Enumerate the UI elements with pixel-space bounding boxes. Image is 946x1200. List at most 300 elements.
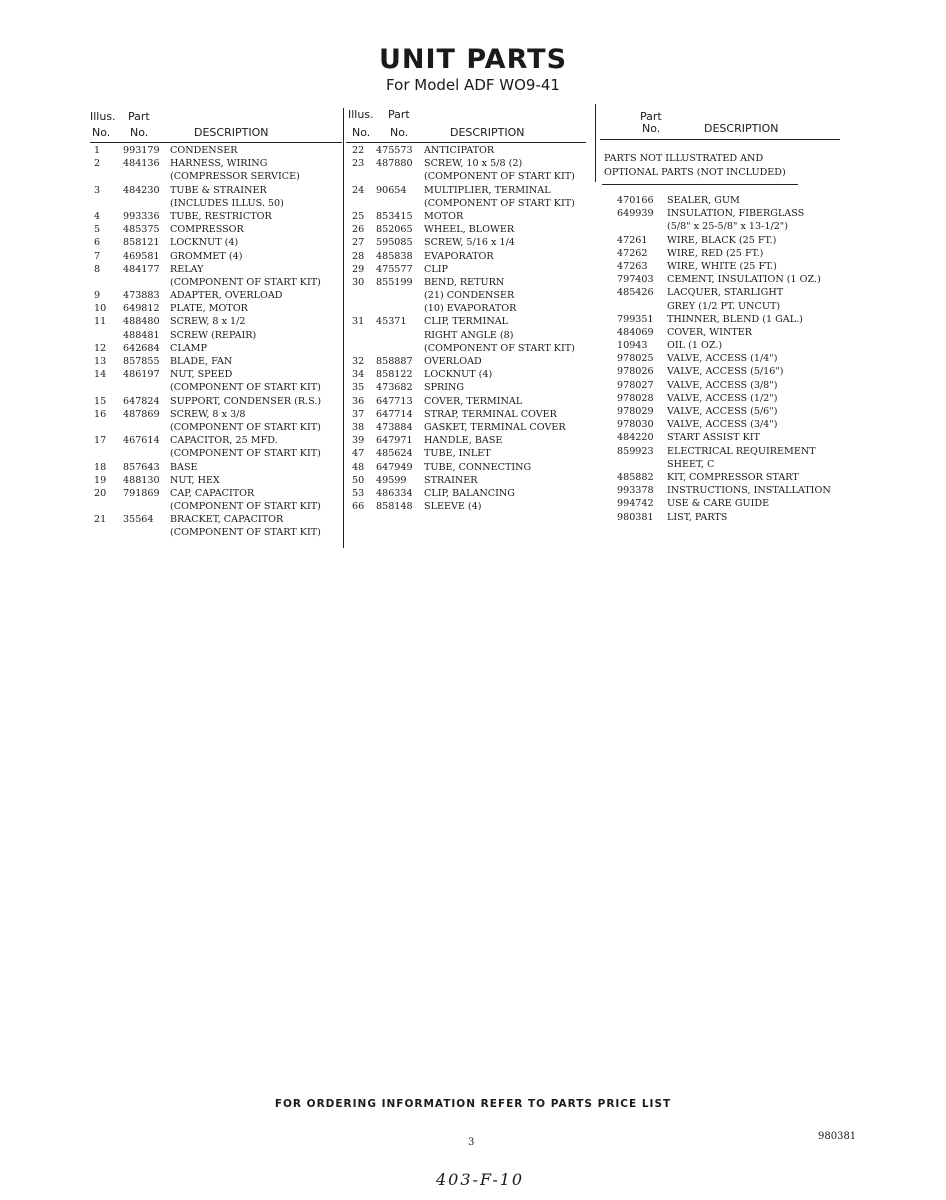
part-description: TUBE & STRAINER [170,184,267,196]
illus-number: 34 [352,369,365,381]
part-number: 484136 [123,158,160,170]
illus-number: 20 [94,487,107,499]
part-description: USE & CARE GUIDE [667,498,770,510]
table-row [90,355,342,368]
table-row [90,197,342,210]
header-rule [90,142,342,143]
part-number: 484069 [617,326,654,338]
table-row [90,315,342,328]
table-row [346,223,586,236]
part-number: 484230 [123,184,160,196]
illus-number: 38 [352,421,365,433]
table-row [90,223,342,236]
illus-number: 16 [94,408,107,420]
part-description: CAPACITOR, 25 MFD. [170,435,278,447]
table-row [90,395,342,408]
table-row [90,184,342,197]
table-row [346,447,586,460]
parts-list-2 [346,144,586,513]
table-row [346,355,586,368]
part-number: 485882 [617,471,654,483]
part-description: (COMPONENT OF START KIT) [424,197,575,209]
part-number: 993336 [123,210,160,222]
table-row [346,368,586,381]
part-number: 49599 [376,474,407,486]
part-description: MULTIPLIER, TERMINAL [424,184,551,196]
table-row [90,170,342,183]
part-description: CLIP [424,263,448,275]
table-row [346,144,586,157]
part-number: 853415 [376,210,413,222]
part-number: 484220 [617,432,654,444]
part-description: COMPRESSOR [170,224,244,236]
parts-column-2 [346,108,586,513]
illus-number: 3 [94,184,101,196]
table-row [90,342,342,355]
illus-number: 28 [352,250,365,262]
part-description: (COMPONENT OF START KIT) [170,382,321,394]
part-description: SUPPORT, CONDENSER (R.S.) [170,395,322,407]
part-number: 978027 [617,379,654,391]
illus-number: 14 [94,369,107,381]
part-number: 980381 [617,511,654,523]
table-row [346,421,586,434]
table-row [346,236,586,249]
table-row [90,513,342,526]
part-description: THINNER, BLEND (1 GAL.) [667,313,803,325]
table-row [600,260,850,273]
table-row [600,484,850,497]
part-description: INSULATION, FIBERGLASS [667,208,805,220]
illus-no-header: No. [352,126,371,139]
illus-number: 15 [94,395,107,407]
table-row [90,500,342,513]
illus-number: 9 [94,290,101,302]
part-description: LOCKNUT (4) [170,237,239,249]
optional-parts-heading: OPTIONAL PARTS (NOT INCLUDED) [604,167,786,178]
table-row [600,339,850,352]
part-description: ADAPTER, OVERLOAD [170,290,283,302]
table-row [600,511,850,524]
part-number: 993378 [617,485,654,497]
description-header: DESCRIPTION [704,122,779,135]
part-description: (COMPONENT OF START KIT) [170,421,321,433]
table-row [90,434,342,447]
illus-header: Illus. [348,108,374,121]
header-rule [600,139,840,140]
table-row [90,250,342,263]
table-row [600,207,850,220]
part-description: (COMPONENT OF START KIT) [170,527,321,539]
part-description: VALVE, ACCESS (3/8") [667,379,778,391]
table-row [600,326,850,339]
part-description: VALVE, ACCESS (5/6") [667,406,778,417]
table-row [346,263,586,276]
illus-number: 12 [94,342,107,354]
optional-parts-heading: PARTS NOT ILLUSTRATED AND [604,153,764,164]
part-description: VALVE, ACCESS (3/4") [667,419,778,431]
table-row [90,368,342,381]
illus-number: 27 [352,237,365,249]
part-description: NUT, SPEED [170,369,233,381]
table-row [346,474,586,487]
part-number: 647824 [123,395,160,407]
part-number: 47263 [617,260,648,272]
part-number: 45371 [376,316,407,328]
column-divider [343,108,344,548]
part-description: BRACKET, CAPACITOR [170,514,284,526]
table-row [600,497,850,510]
part-number: 855199 [376,276,413,288]
part-description: GREY (1/2 PT. UNCUT) [667,300,781,312]
table-row [90,276,342,289]
part-description: BLADE, FAN [170,356,233,367]
table-row [600,286,850,299]
table-row [346,170,586,183]
illus-number: 29 [352,263,365,275]
part-description: OIL (1 OZ.) [667,340,723,352]
part-number: 647714 [376,408,413,420]
parts-list-3 [600,194,850,524]
illus-number: 4 [94,210,101,222]
table-row [90,329,342,342]
illus-number: 6 [94,237,101,249]
part-description: CAP, CAPACITOR [170,487,255,499]
part-description: (COMPONENT OF START KIT) [424,342,575,354]
illus-number: 32 [352,356,365,367]
part-description: LOCKNUT (4) [424,369,493,381]
table-row [346,381,586,394]
illus-number: 11 [94,316,107,328]
illus-number: 53 [352,487,365,499]
part-number: 467614 [123,435,160,447]
table-row [346,276,586,289]
part-description: (COMPONENT OF START KIT) [170,276,321,288]
illus-number: 25 [352,210,365,222]
part-number: 642684 [123,342,160,354]
parts-column-3 [600,108,850,524]
part-description: LACQUER, STARLIGHT [667,287,784,299]
part-number: 475573 [376,145,413,156]
part-description: KIT, COMPRESSOR START [667,471,799,483]
part-number: 484177 [123,263,160,275]
table-row [90,474,342,487]
part-header: Part [388,108,410,121]
table-row [600,471,850,484]
document-number: 980381 [818,1131,857,1142]
part-number: 978029 [617,406,654,417]
table-row [346,434,586,447]
illus-header: Illus. [90,110,116,123]
illus-number: 36 [352,395,365,407]
part-description: (INCLUDES ILLUS. 50) [170,197,284,209]
part-description: CLIP, BALANCING [424,487,515,499]
table-row [346,289,586,302]
table-row [600,365,850,378]
table-row [600,352,850,365]
illus-number: 21 [94,514,107,526]
part-number: 647949 [376,461,413,473]
part-number: 47262 [617,247,648,259]
table-row [600,234,850,247]
part-number: 488130 [123,474,160,486]
table-row [90,157,342,170]
part-description: CLAMP [170,342,207,354]
part-number: 470166 [617,195,654,206]
part-description: SEALER, GUM [667,195,740,206]
table-row [346,342,586,355]
table-row [346,210,586,223]
illus-number: 39 [352,435,365,447]
table-row [90,381,342,394]
illus-number: 10 [94,303,107,315]
part-description: WIRE, RED (25 FT.) [667,247,764,259]
section-rule [602,184,798,185]
illus-number: 22 [352,145,365,156]
part-description: SCREW, 8 x 1/2 [170,316,246,328]
part-description: TUBE, RESTRICTOR [170,210,272,222]
part-description: VALVE, ACCESS (1/2") [667,392,778,404]
part-number: 488480 [123,316,160,328]
illus-number: 30 [352,276,365,288]
parts-column-1 [90,108,342,540]
part-description: PLATE, MOTOR [170,303,248,315]
table-row [346,197,586,210]
illus-number: 8 [94,263,101,275]
illus-number: 23 [352,158,365,170]
part-description: SCREW, 5/16 x 1/4 [424,237,515,249]
part-description: BEND, RETURN [424,276,505,288]
part-number: 469581 [123,250,160,262]
page-subtitle: For Model ADF WO9-41 [386,76,560,94]
part-number: 485426 [617,287,654,299]
part-description: GASKET, TERMINAL COVER [424,421,566,433]
part-number: 858887 [376,356,413,367]
part-number: 978025 [617,353,654,365]
table-row [346,395,586,408]
table-row [600,273,850,286]
part-header: Part [128,110,150,123]
table-row [600,313,850,326]
table-row [90,526,342,539]
part-number: 647971 [376,435,413,447]
table-row [600,458,850,471]
part-description: VALVE, ACCESS (1/4") [667,353,778,365]
part-description: MOTOR [424,210,464,222]
table-row [346,184,586,197]
part-number: 649939 [617,208,654,220]
part-description: WIRE, BLACK (25 FT.) [667,234,777,246]
table-row [346,315,586,328]
part-description: WHEEL, BLOWER [424,224,515,236]
part-number: 488481 [123,329,160,341]
table-row [90,210,342,223]
illus-number: 17 [94,435,107,447]
part-number: 486334 [376,487,413,499]
description-header: DESCRIPTION [194,126,269,139]
part-number: 473682 [376,382,413,394]
part-description: HARNESS, WIRING [170,158,268,170]
ordering-footer: FOR ORDERING INFORMATION REFER TO PARTS PRICE LIST [274,1098,672,1110]
part-description: (21) CONDENSER [424,290,515,302]
table-row [346,487,586,500]
part-description: SPRING [424,382,465,394]
illus-number: 48 [352,461,365,473]
column-divider [595,104,596,182]
illus-number: 19 [94,474,107,486]
table-row [600,300,850,313]
table-row [90,263,342,276]
part-description: STRAINER [424,474,478,486]
illus-number: 66 [352,501,365,513]
table-row [600,392,850,405]
table-row [600,418,850,431]
part-description: (COMPONENT OF START KIT) [170,448,321,460]
illus-no-header: No. [92,126,111,139]
part-description: EVAPORATOR [424,250,494,262]
part-description: VALVE, ACCESS (5/16") [667,366,784,378]
part-description: SLEEVE (4) [424,501,482,513]
part-number: 858121 [123,237,160,249]
illus-number: 1 [94,145,101,156]
table-row [90,289,342,302]
table-row [600,379,850,392]
table-row [90,236,342,249]
part-number: 485838 [376,250,413,262]
part-number: 10943 [617,340,648,352]
part-number: 978028 [617,392,654,404]
illus-number: 2 [94,158,101,170]
part-description: SCREW (REPAIR) [170,329,257,341]
part-header: Part [640,110,662,123]
part-description: HANDLE, BASE [424,435,503,447]
part-description: CONDENSER [170,145,238,156]
part-description: SCREW, 10 x 5/8 (2) [424,158,523,170]
table-row [346,157,586,170]
header-rule [346,142,586,143]
illus-number: 31 [352,316,365,328]
part-description: CEMENT, INSULATION (1 OZ.) [667,274,821,286]
illus-number: 26 [352,224,365,236]
part-description: CLIP, TERMINAL [424,316,509,328]
table-row [346,302,586,315]
part-number: 791869 [123,487,160,499]
illus-number: 7 [94,250,101,262]
part-number: 647713 [376,395,413,407]
table-row [90,144,342,157]
illus-number: 47 [352,448,365,460]
column-2-header [346,108,586,144]
description-header: DESCRIPTION [450,126,525,139]
illus-number: 37 [352,408,365,420]
illus-number: 50 [352,474,365,486]
table-row [90,302,342,315]
part-description: WIRE, WHITE (25 FT.) [667,260,777,272]
part-number: 35564 [123,514,154,526]
column-1-header [90,108,342,144]
part-number: 486197 [123,369,160,381]
part-description: (5/8" x 25-5/8" x 13-1/2") [667,221,788,233]
part-description: NUT, HEX [170,474,220,486]
part-number: 857643 [123,461,160,473]
table-row [90,421,342,434]
part-description: RELAY [170,263,204,275]
handwritten-note: 403-F-10 [436,1170,525,1189]
part-description: (COMPRESSOR SERVICE) [170,171,300,183]
part-number: 978030 [617,419,654,431]
table-row [346,329,586,342]
part-number: 858122 [376,369,413,381]
part-description: LIST, PARTS [667,511,728,523]
table-row [346,461,586,474]
part-description: STRAP, TERMINAL COVER [424,408,557,420]
part-no-header: No. [642,122,661,135]
part-number: 485375 [123,224,160,236]
illus-number: 5 [94,224,101,236]
part-number: 978026 [617,366,654,378]
part-number: 487880 [376,158,413,170]
part-number: 485624 [376,448,413,460]
part-number: 649812 [123,303,160,315]
part-description: INSTRUCTIONS, INSTALLATION [667,485,831,497]
part-number: 857855 [123,356,160,367]
part-number: 994742 [617,498,654,510]
part-description: START ASSIST KIT [667,432,760,444]
table-row [600,247,850,260]
illus-number: 13 [94,356,107,367]
page-title: UNIT PARTS [378,44,568,75]
table-row [600,194,850,207]
part-description: BASE [170,461,198,473]
part-description: OVERLOAD [424,356,482,367]
part-number: 473883 [123,290,160,302]
part-no-header: No. [390,126,409,139]
table-row [600,431,850,444]
part-description: RIGHT ANGLE (8) [424,329,514,341]
table-row [346,500,586,513]
illus-number: 24 [352,184,365,196]
part-description: (COMPONENT OF START KIT) [424,171,575,183]
part-description: ANTICIPATOR [424,145,495,156]
table-row [600,405,850,418]
part-description: TUBE, INLET [424,448,491,460]
part-number: 993179 [123,145,160,156]
table-row [346,408,586,421]
illus-number: 18 [94,461,107,473]
table-row [90,461,342,474]
table-row [90,408,342,421]
part-number: 595085 [376,237,413,249]
table-row [600,220,850,233]
part-number: 487869 [123,408,160,420]
table-row [90,447,342,460]
part-number: 475577 [376,263,413,275]
part-description: (10) EVAPORATOR [424,303,517,315]
part-description: (COMPONENT OF START KIT) [170,501,321,513]
part-number: 799351 [617,313,654,325]
part-number: 859923 [617,445,654,457]
part-description: COVER, WINTER [667,326,752,338]
part-description: SHEET, C [667,458,715,470]
table-row [90,487,342,500]
parts-list-1 [90,144,342,540]
page-number: 3 [468,1137,475,1148]
part-no-header: No. [130,126,149,139]
part-description: GROMMET (4) [170,250,243,262]
part-number: 473884 [376,421,413,433]
illus-number: 35 [352,382,365,394]
table-row [346,250,586,263]
